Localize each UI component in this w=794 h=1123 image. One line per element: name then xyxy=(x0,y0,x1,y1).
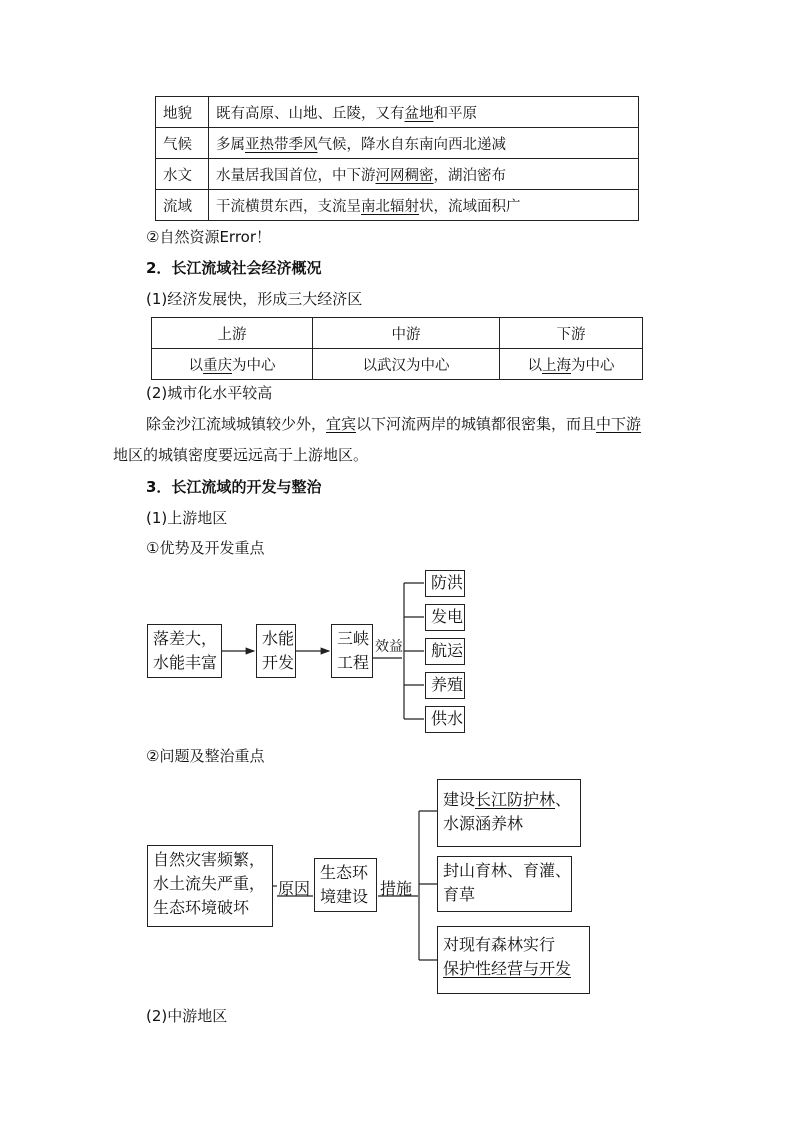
m3-underline: 保护性经营与开发 xyxy=(443,959,572,978)
value-text: 既有高原、山地、丘陵，又有 xyxy=(216,105,405,122)
para-underline-midlower: 中下游 xyxy=(596,415,642,433)
row-key: 流域 xyxy=(156,190,209,221)
problem-line-2: 水土流失严重， xyxy=(153,874,266,893)
hydropower-box xyxy=(256,624,296,678)
diagram-start-box xyxy=(147,624,222,678)
advantages-heading: ①优势及开发重点 xyxy=(146,539,265,557)
para-underline-yibin: 宜宾 xyxy=(326,415,357,433)
value-text: 水量居我国首位，中下游 xyxy=(216,167,376,184)
header-lower: 下游 xyxy=(500,318,643,349)
start-line-1: 落差大， xyxy=(153,629,218,648)
value-underline: 盆地 xyxy=(404,105,434,122)
benefit-box-water-supply xyxy=(425,706,465,733)
problem-line-1: 自然灾害频繁， xyxy=(153,850,266,869)
value-text: 状，流域面积广 xyxy=(419,198,521,215)
measure-1-line-2: 水源涵养林 xyxy=(443,814,524,833)
section-3-heading: 3．长江流域的开发与整治 xyxy=(146,478,322,496)
start-line-2: 水能丰富 xyxy=(153,653,218,672)
core-line-2: 境建设 xyxy=(320,887,369,906)
value-underline: 南北辐射 xyxy=(361,198,419,215)
benefit-label: 效益 xyxy=(375,639,403,655)
benefit-text: 防洪 xyxy=(431,573,464,592)
para-text: 以下河流两岸的城镇都很密集，而且 xyxy=(356,415,597,433)
benefit-box-flood xyxy=(425,570,465,597)
para-text: 除金沙江流域城镇较少外， xyxy=(146,415,327,433)
core-line-1: 生态环 xyxy=(320,863,369,882)
m1-underline: 长江防护林 xyxy=(475,790,556,809)
row-key: 水文 xyxy=(156,159,209,190)
hydro-line-1: 水能 xyxy=(262,629,295,648)
value-text: 干流横贯东西，支流呈 xyxy=(216,198,361,215)
hydro-line-2: 开发 xyxy=(262,653,295,672)
problems-heading: ②问题及整治重点 xyxy=(146,747,265,765)
measure-box-1 xyxy=(437,779,581,847)
cell-text: 以武汉为中心 xyxy=(362,357,450,374)
value-text: 气候，降水自东南向西北递减 xyxy=(317,136,506,153)
benefit-text: 养殖 xyxy=(431,675,464,694)
gorges-line-1: 三峡 xyxy=(337,629,370,648)
eco-construction-box xyxy=(314,858,377,912)
cell-text: 为中心 xyxy=(232,357,276,374)
measure-2-line-1: 封山育林、育灌、 xyxy=(443,861,572,880)
benefit-text: 发电 xyxy=(431,607,464,626)
value-text: ，湖泊密布 xyxy=(433,167,506,184)
row-key: 地貌 xyxy=(156,97,209,128)
header-middle: 中游 xyxy=(313,318,500,349)
gorges-line-2: 工程 xyxy=(337,653,370,672)
value-underline: 亚热带季风 xyxy=(245,136,318,153)
measures-label: 措施 xyxy=(380,879,413,898)
cell-underline: 重庆 xyxy=(203,357,232,374)
benefit-box-power xyxy=(425,604,465,631)
measure-3-line-2 xyxy=(443,957,584,981)
urbanization-paragraph-line-2: 地区的城镇密度要远远高于上游地区。 xyxy=(113,446,369,464)
measure-box-3 xyxy=(437,926,590,994)
natural-resources-line: ②自然资源Error！ xyxy=(146,228,272,246)
value-underline: 河网稠密 xyxy=(375,167,434,184)
measure-2-line-2: 育草 xyxy=(443,885,476,904)
problems-box xyxy=(147,845,273,927)
benefit-box-shipping xyxy=(425,638,465,665)
m1-post: 、 xyxy=(555,790,572,809)
section-2-heading: 2．长江流域社会经济概况 xyxy=(146,259,322,277)
section-2-subheading-1: (1)经济发展快，形成三大经济区 xyxy=(146,290,363,308)
benefit-box-aquaculture xyxy=(425,672,465,699)
section-3-subheading-upper: (1)上游地区 xyxy=(146,509,228,527)
measure-3-line-1: 对现有森林实行 xyxy=(443,935,556,954)
value-text: 和平原 xyxy=(433,105,477,122)
measure-box-2 xyxy=(437,856,572,912)
three-gorges-box xyxy=(331,624,373,678)
cell-text: 以 xyxy=(527,357,542,374)
problem-line-3: 生态环境破坏 xyxy=(153,898,250,917)
header-upper: 上游 xyxy=(152,318,313,349)
reason-label: 原因 xyxy=(278,879,311,898)
value-text: 多属 xyxy=(216,136,245,153)
row-key: 气候 xyxy=(156,128,209,159)
measure-1-line-1 xyxy=(443,788,575,812)
section-2-subheading-2: (2)城市化水平较高 xyxy=(146,384,273,402)
cell-text: 以 xyxy=(188,357,203,374)
cell-text: 为中心 xyxy=(571,357,615,374)
section-3-subheading-middle: (2)中游地区 xyxy=(146,1007,228,1025)
benefit-text: 航运 xyxy=(431,641,464,660)
m1-pre: 建设 xyxy=(443,790,476,809)
benefit-text: 供水 xyxy=(431,709,464,728)
cell-underline: 上海 xyxy=(542,357,571,374)
